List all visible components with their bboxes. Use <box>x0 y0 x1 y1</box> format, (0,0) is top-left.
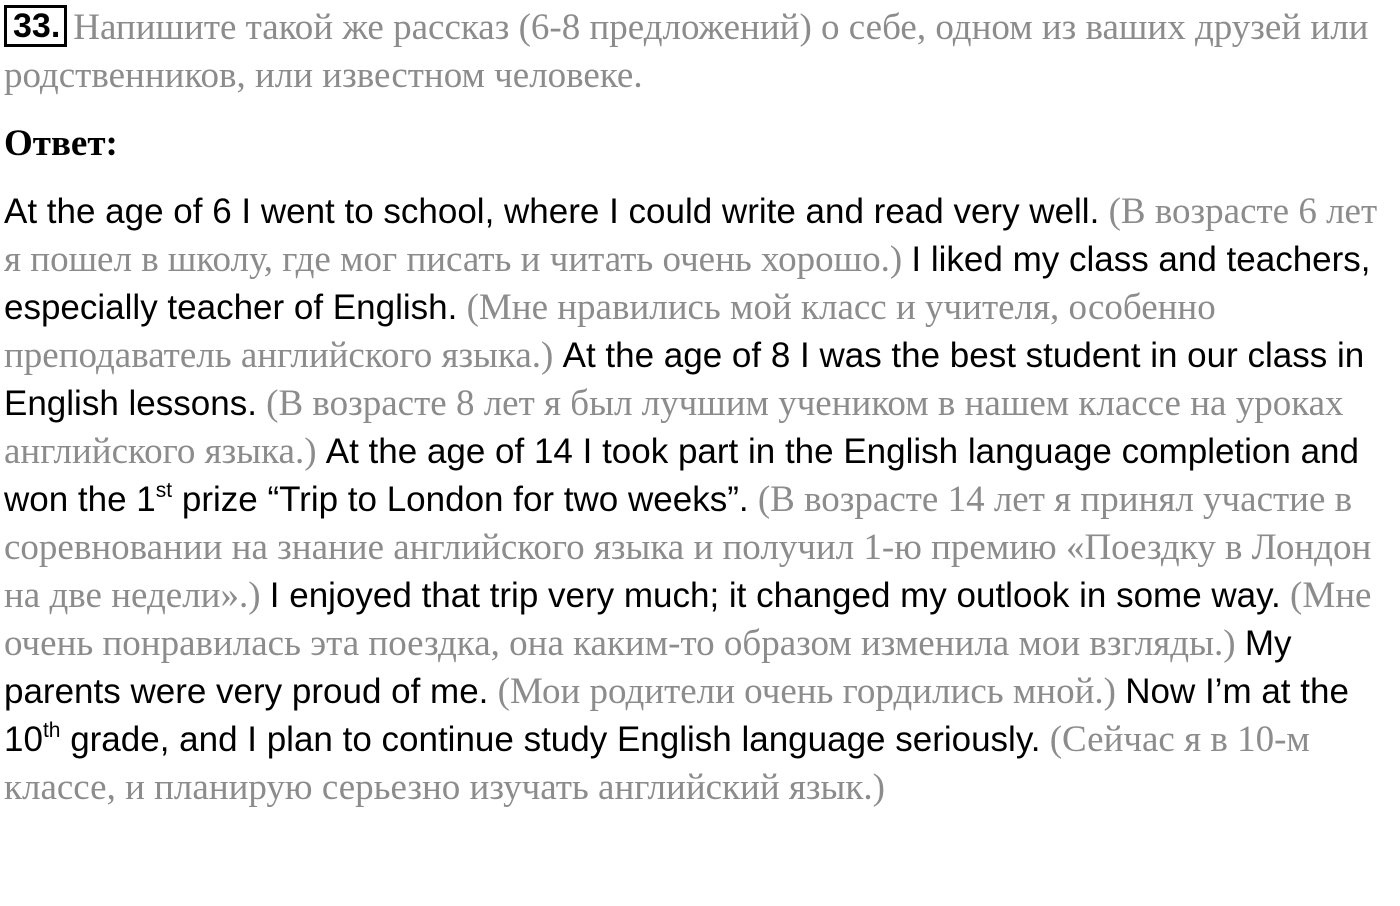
sentence-4-russian: (В возрасте 14 лет я принял участие в соревновании на знание английского языка и получил 1-ю премию «Поездку в Лондон на две недели».) <box>4 479 1372 616</box>
sentence-1-english: At the age of 6 I went to school, where I could write and read very well. <box>4 192 1100 231</box>
sentence-2-russian: (Мне нравились мой класс и учителя, особенно преподаватель английского языка.) <box>4 287 1216 376</box>
sentence-3-russian: (В возрасте 8 лет я был лучшим учеником в нашем классе на уроках английского языка.) <box>4 383 1344 472</box>
sentence-4-english-part-2: prize “Trip to London for two weeks”. <box>181 480 749 519</box>
page <box>4 4 1396 812</box>
sentence-7-english-part-2: grade, and I plan to continue study English language seriously. <box>70 720 1041 759</box>
ordinal-suffix-th: th <box>42 719 61 742</box>
sentence-1-russian: (В возрасте 6 лет я пошел в школу, где мог писать и читать очень хорошо.) <box>4 191 1378 280</box>
sentence-6-english: My parents were very proud of me. <box>4 624 1292 711</box>
sentence-4-english-part-1: At the age of 14 I took part in the English language completion and won the 1 <box>4 432 1359 519</box>
sentence-3-english: At the age of 8 I was the best student in our class in English lessons. <box>4 336 1365 423</box>
sentence-2-english: I liked my class and teachers, especially teacher of English. <box>4 240 1371 327</box>
sentence-5-russian: (Мне очень понравилась эта поездка, она каким-то образом изменила мои взгляды.) <box>4 575 1372 664</box>
answer-label: Ответ: <box>4 123 118 164</box>
sentence-6-russian: (Мои родители очень гордились мной.) <box>497 671 1116 712</box>
task-number-box: 33. <box>4 5 67 47</box>
sentence-5-english: I enjoyed that trip very much; it changed my outlook in some way. <box>269 576 1281 615</box>
sentence-7-russian: (Сейчас я в 10-м классе, и планирую серьезно изучать английский язык.) <box>4 719 1310 808</box>
answer-text <box>4 188 1396 812</box>
task-statement <box>4 4 1396 100</box>
task-text: Напишите такой же рассказ (6-8 предложений) о себе, одном из ваших друзей или родственников, или известном человеке. <box>4 7 1369 96</box>
sentence-7-english-part-1: Now I’m at the 10 <box>4 672 1349 759</box>
ordinal-suffix-st: st <box>155 479 173 502</box>
